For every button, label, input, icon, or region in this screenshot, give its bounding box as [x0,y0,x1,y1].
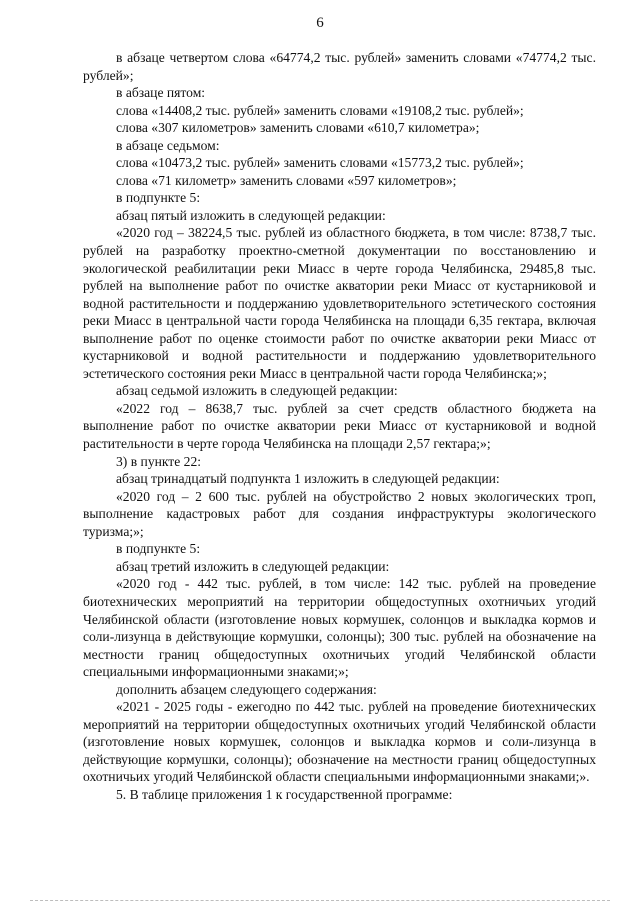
document-body [83,49,596,804]
paragraph: в абзаце четвертом слова «64774,2 тыс. рублей» заменить словами «74774,2 тыс. рублей»; [83,50,596,83]
paragraph: абзац седьмой изложить в следующей редакции: [116,383,398,399]
paragraph: в подпункте 5: [116,541,201,557]
paragraph: «2020 год - 442 тыс. рублей, в том числе: 142 тыс. рублей на проведение биотехнических мероприятий на территории общедоступных охотничьих угодий Челябинской области (изготовление новых кормушек, солонцов и выкладка кормов и соли-лизунца в действующие кормушки, солонцы); 300 тыс. рублей на обозначение на местности границ общедоступных охотничьих угодий Челябинской области специальными информационными знаками;»; [83,576,596,680]
paragraph: абзац пятый изложить в следующей редакции: [116,207,386,223]
paragraph: 3) в пункте 22: [116,453,202,469]
paragraph: дополнить абзацем следующего содержания: [116,681,377,697]
paragraph: абзац тринадцатый подпункта 1 изложить в следующей редакции: [116,471,500,487]
page-number: 6 [316,15,324,31]
paragraph: «2020 год – 2 600 тыс. рублей на обустройство 2 новых экологических троп, выполнение кадастровых работ для создания инфраструктуры экологического туризма;»; [83,488,596,539]
paragraph: в подпункте 5: [116,190,201,206]
paragraph: абзац третий изложить в следующей редакции: [116,558,390,574]
paragraph: «2021 - 2025 годы - ежегодно по 442 тыс. рублей на проведение биотехнических мероприятий на территории общедоступных охотничьих угодий Челябинской области (изготовление новых кормушек, солонцов и выкладка кормов и соли-лизунца в действующие кормушки, солонцы); обозначение на местности границ общедоступных охотничьих угодий Челябинской области специальными информационными знаками;». [83,699,596,785]
paragraph: слова «10473,2 тыс. рублей» заменить словами «15773,2 тыс. рублей»; [116,155,524,171]
paragraph: в абзаце пятом: [116,85,206,101]
page-bottom-divider [30,900,610,901]
paragraph: слова «71 километр» заменить словами «597 километров»; [116,172,457,188]
paragraph: в абзаце седьмом: [116,137,220,153]
paragraph: 5. В таблице приложения 1 к государственной программе: [116,786,453,802]
paragraph: слова «14408,2 тыс. рублей» заменить словами «19108,2 тыс. рублей»; [116,102,524,118]
paragraph: «2020 год – 38224,5 тыс. рублей из областного бюджета, в том числе: 8738,7 тыс. рублей на разработку проектно-сметной документации по восстановлению и экологической реабилитации реки Миасс в черте города Челябинска, 29485,8 тыс. рублей на выполнение работ по очистке акватории реки Миасс от кустарниковой и водной растительности и поддержанию удовлетворительного эстетического состояния реки Миасс в центральной части города Челябинска на площади 6,35 гектара, включая выполнение работ по оценке стоимости работ по очистке акватории реки Миасс от кустарниковой и водной растительности и поддержанию удовлетворительного эстетического состояния реки Миасс в центральной части города Челябинска;»; [83,225,596,381]
paragraph: «2022 год – 8638,7 тыс. рублей за счет средств областного бюджета на выполнение работ по очистке акватории реки Миасс от кустарниковой и водной растительности в черте города Челябинска на площади 2,57 гектара;»; [83,400,596,452]
paragraph: слова «307 километров» заменить словами «610,7 километра»; [116,120,480,136]
